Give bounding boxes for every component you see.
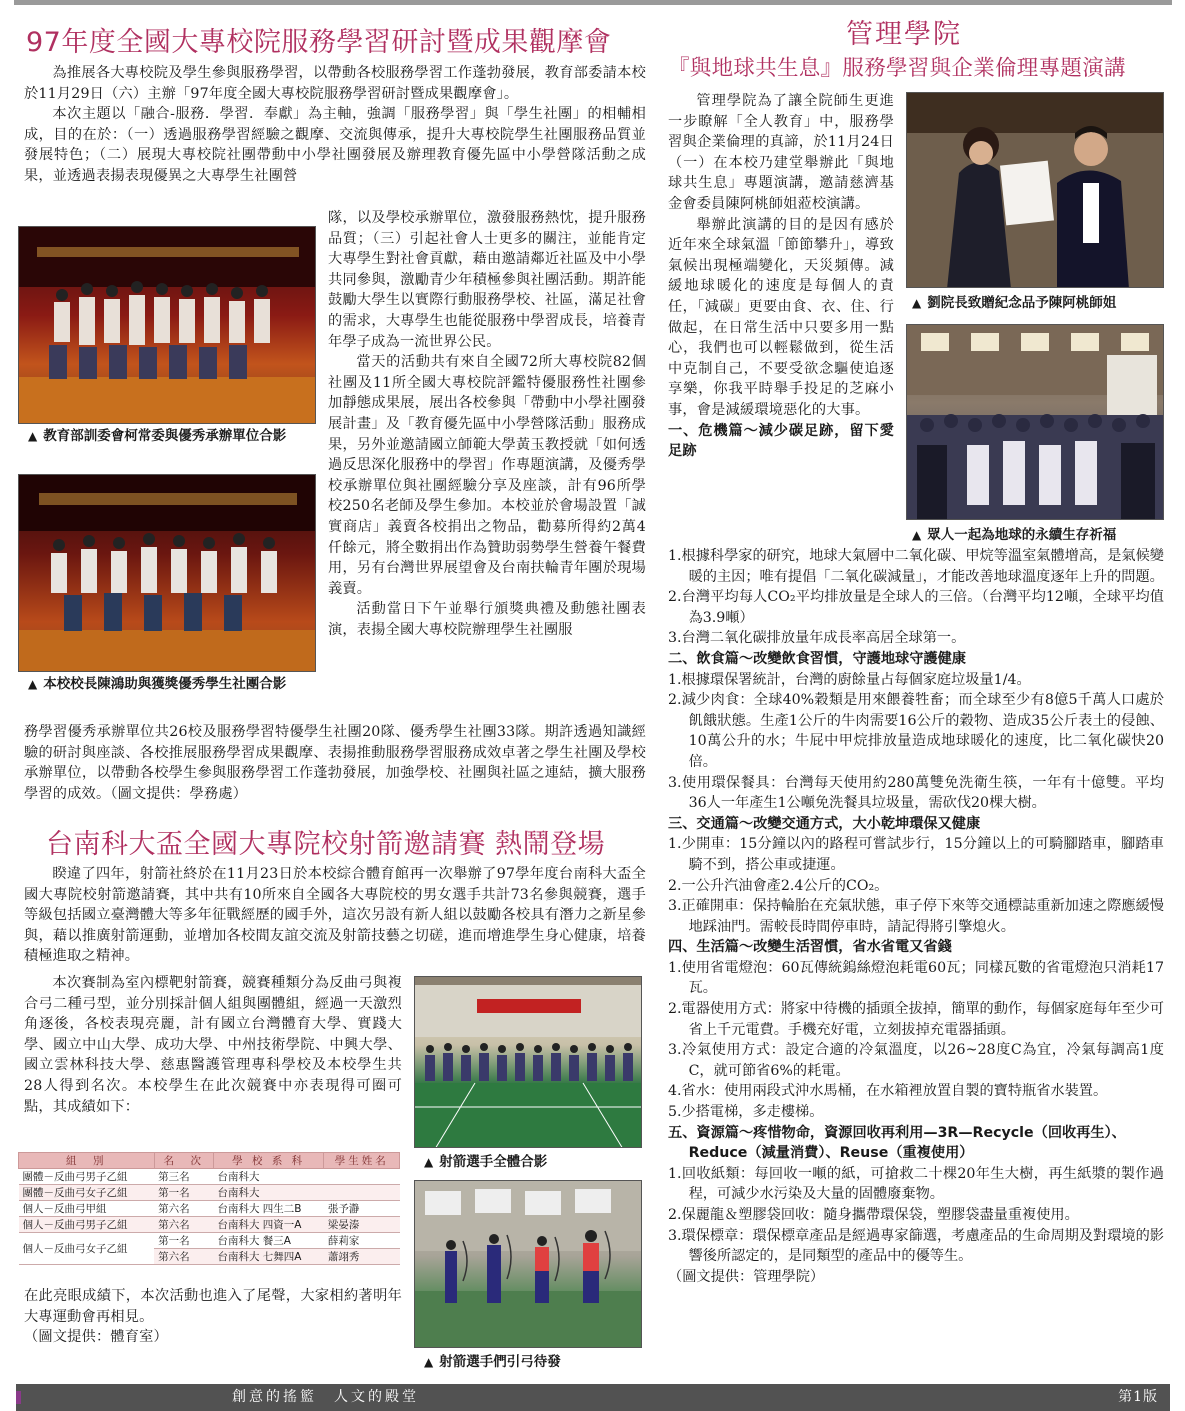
list-item: 2.一公升汽油會產2.4公斤的CO₂。 [668,877,889,894]
caption-photo-prayer [912,526,1170,545]
section-5-title: 五、資源篇～疼惜物命，資源回收再利用—3R—Recycle（回收再生）、Reduce（減量消費）、Reuse（重複使用） [668,1124,1126,1162]
triangle-icon: ▲ [912,296,922,310]
results-header-row [19,1153,400,1169]
cell-school: 台南科大 七舞四A [213,1249,323,1265]
cell-student: 蕭翊秀 [324,1249,400,1265]
cell-student [324,1169,400,1185]
col-header-group: 組 別 [19,1153,155,1169]
article3-title: 『與地球共生息』服務學習與企業倫理專題演講 [668,56,1126,81]
list-item: 2.保麗龍＆塑膠袋回收：隨身攜帶環保袋，塑膠袋盡量重複使用。 [668,1207,1079,1223]
article1-closing [24,722,646,804]
photo-gift-presentation [906,92,1164,288]
results-table [18,1152,400,1265]
cell-group: 團體－反曲弓男子乙組 [19,1169,155,1185]
list-item: 3.台灣二氧化碳排放量年成長率高居全球第一。 [668,630,966,647]
triangle-icon: ▲ [28,429,38,443]
footer-bar [16,1384,1170,1411]
col-header-student: 學生姓名 [324,1153,400,1169]
article1-side-column [328,208,646,640]
list-item: 5.少搭電梯，多走樓梯。 [668,1104,824,1121]
photo-archery-group [414,976,642,1148]
list-item: 2.減少肉食：全球40%穀類是用來餵養牲畜；而全球至少有8億5千萬人口處於飢餓狀態。生產1公斤的牛肉需要16公斤的穀物、造成35公斤表土的侵蝕、10萬公升的水；牛屁中甲烷排放量造成地球暖化的速度，比二氧化碳快20倍。 [668,692,1164,770]
article1-p2: 本次主題以「融合-服務．學習．奉獻」為主軸，強調「服務學習」與「學生社團」的相輔相成，目的在於：（一）透過服務學習經驗之觀摩、交流與傳承，提升大專校院學生社團服務品質並發展特色；（二）展現大專校院社團帶動中小學社團發展及辦理教育優先區中小學營隊活動之成果，並透過表揚表現優異之大專學生社團營 [24,106,646,184]
photo-award-group-1 [18,226,316,424]
list-item: 2.電器使用方式：將家中待機的插頭全拔掉，簡單的動作，每個家庭每年至少可省上千元電費。手機充好電，立刻拔掉充電器插頭。 [668,1001,1164,1038]
article1-title: 97年度全國大專校院服務學習研討暨成果觀摩會 [26,27,612,58]
list-item: 1.根據環保署統計，台灣的廚餘量占每個家庭垃圾量1/4。 [668,671,1031,688]
cell-group: 個人－反曲弓甲組 [19,1201,155,1217]
cell-school: 台南科大 四生二B [213,1201,323,1217]
cell-rank: 第六名 [154,1249,213,1265]
article3-credit: （圖文提供：管理學院） [668,1268,825,1285]
list-item: 1.回收紙類：每回收一噸的紙，可搶救二十棵20年生大樹，再生紙漿的製作過程，可減少水污染及大量的固體廢棄物。 [668,1165,1164,1203]
caption-2-text: 本校校長陳鴻助與獲獎優秀學生社團合影 [43,676,287,692]
col-header-school: 學 校 系 科 [213,1153,323,1169]
article2-p1: 睽違了四年，射箭社終於在11月23日於本校綜合體育館再一次舉辦了97學年度台南科大盃全國大專院校射箭邀請賽，其中共有10所來自全國各大專院校的男女選手共計73名參與競賽，選手等級包括國立臺灣體大等多年征戰經歷的國手外，這次另設有新人組以鼓勵各校具有潛力之新星參與，藉以推廣射箭運動，並增加各校間友誼交流及射箭技藝之切磋，進而增進學生身心健康，培養積極進取之精神。 [24,866,646,965]
article1-intro [24,63,646,187]
article2-title: 台南科大盃全國大專院校射箭邀請賽 熱鬧登場 [46,829,606,860]
table-row [19,1185,400,1201]
section-3-title: 三、交通篇～改變交通方式，大小乾坤環保又健康 [668,815,981,832]
section-1-title: 一、危機篇～減少碳足跡，留下愛足跡 [668,422,894,460]
caption-photo-1 [28,427,318,446]
article2-credit: （圖文提供：體育室） [24,1329,168,1346]
caption-photo-archery-2 [424,1353,644,1372]
section-2-title: 二、飲食篇～改變飲食習慣，守護地球守護健康 [668,650,966,667]
article2-intro [24,864,646,967]
caption-1-text: 教育部訓委會柯常委與優秀承辦單位合影 [43,428,287,444]
col-header-rank: 名 次 [154,1153,213,1169]
caption-photo-gift [912,294,1170,313]
cell-school: 台南科大 [213,1169,323,1185]
article1-p3: 當天的活動共有來自全國72所大專校院82個社團及11所全國大專校院評鑑特優服務性社團參加靜態成果展，展出各校參與「帶動中小學社團發展計畫」及「教育優先區中小學營隊活動」服務成果，另外並邀請國立師範大學黃玉教授就「如何透過反思深化服務中的學習」作專題演講，及優秀學校承辦單位與社團經驗分享及座談，計有96所學校250名老師及學生參加。本校並於會場設置「誠實商店」義賣各校捐出之物品，勸募所得約2萬4仟餘元，將全數捐出作為贊助弱勢學生營養午餐費用，另有台灣世界展望會及台南扶輪青年團於現場義賣。 [328,354,646,597]
caption-archery-1-text: 射箭選手全體合影 [439,1154,548,1170]
cell-group: 個人－反曲弓女子乙組 [19,1233,155,1265]
list-item: 3.環保標章：環保標章產品是經過專家篩選，考慮產品的生命周期及對環境的影響後所認定的，是同類型的產品中的優等生。 [668,1227,1164,1265]
cell-student: 梁晏溱 [324,1217,400,1233]
triangle-icon: ▲ [912,528,922,542]
college-heading: 管理學院 [846,19,962,50]
triangle-icon: ▲ [424,1155,434,1169]
photo-prayer-blessing [906,324,1164,520]
cell-student: 張予瀞 [324,1201,400,1217]
results-table-wrap [18,1152,400,1265]
table-row [19,1169,400,1185]
photo-archers-drawing [414,1180,642,1348]
top-rule [14,0,1172,5]
caption-photo-archery-1 [424,1153,644,1172]
article3-body [668,91,894,462]
caption-prayer-text: 眾人一起為地球的永續生存祈福 [927,527,1117,543]
article1-p4b: 務學習優秀承辦單位共26校及服務學習特優學生社團20隊、優秀學生社團33隊。期許透過知識經驗的研討與座談、各校推展服務學習成果觀摩、表揚推動服務學習服務成效卓著之學生社團及學校承辦單位，以帶動各校學生參與服務學習工作蓬勃發展，加強學校、社團與社區之連結，擴大服務學習的成效。（圖文提供：學務處） [24,724,646,802]
list-item: 3.冷氣使用方式：設定合適的冷氣溫度，以26~28度C為宜，冷氣每調高1度C，就可節省6%的耗電。 [668,1042,1164,1079]
cell-school: 台南科大 餐三A [213,1233,323,1249]
list-item: 1.少開車：15分鐘以內的路程可嘗試步行，15分鐘以上的可騎腳踏車，腳踏車騎不到，搭公車或捷運。 [668,836,1164,873]
table-row [19,1201,400,1217]
list-item: 3.正確開車：保持輪胎在充氣狀態，車子停下來等交通標誌重新加速之際應緩慢地踩油門。需較長時間停車時，請記得將引擎熄火。 [668,898,1164,935]
footer-slogan: 創意的搖籃 人文的殿堂 [232,1389,419,1405]
article2-p3: 在此亮眼成績下，本次活動也進入了尾聲，大家相約著明年大專運動會再相見。 [24,1288,402,1325]
cell-student: 薛莉家 [324,1233,400,1249]
article2-body [24,973,402,1117]
triangle-icon: ▲ [28,677,38,691]
cell-rank: 第六名 [154,1201,213,1217]
caption-photo-2 [28,675,318,694]
footer-accent [16,1391,21,1404]
cell-group: 團體－反曲弓女子乙組 [19,1185,155,1201]
list-item: 3.使用環保餐具：台灣每天使用約280萬雙免洗衛生筷，一年有十億雙。平均36人一年產生1公噸免洗餐具垃圾量，需砍伐20棵大樹。 [668,774,1164,812]
cell-rank: 第六名 [154,1217,213,1233]
article1-p2b: 隊，以及學校承辦單位，激發服務熱忱，提升服務品質；（三）引起社會人士更多的關注，並能肯定大專學生對社會貢獻，藉由邀請鄰近社區及中小學共同參與，激勵青少年積極參與社團活動。期許能鼓勵大學生以實際行動服務學校、社區，滿足社會的需求，大專學生也能從服務中學習成長，培養青年學子成為一流世界公民。 [328,210,646,350]
footer-page-number: 第1版 [1118,1389,1158,1405]
section-4-title: 四、生活篇～改變生活習慣，省水省電又省錢 [668,939,952,956]
list-item: 4.省水：使用兩段式沖水馬桶，在水箱裡放置自製的寶特瓶省水裝置。 [668,1083,1108,1100]
list-item: 1.使用省電燈泡：60瓦傳統鎢絲燈泡耗電60瓦；同樣瓦數的省電燈泡只消耗17瓦。 [668,959,1164,997]
article2-closing [24,1286,402,1348]
caption-archery-2-text: 射箭選手們引弓待發 [439,1354,561,1370]
article3-p2: 舉辦此演講的目的是因有感於近年來全球氣溫「節節攀升」，導致氣候出現極端變化，天災頻傳。減緩地球暖化的速度是每個人的責任，「減碳」更要由食、衣、住、行做起，在日常生活中只要多用一點心，我們也可以輕鬆做到，從生活中克制自己，不要受欲念驅使追逐享樂，你我平時舉手投足的芝麻小事，會是減緩環境惡化的大事。 [668,216,894,418]
list-item: 2.台灣平均每人CO₂平均排放量是全球人的三倍。（台灣平均12噸，全球平均值為3.9噸） [668,589,1164,626]
article1-p4a: 活動當日下午並舉行頒獎典禮及動態社團表演，表揚全國大專校院辦理學生社團服 [328,601,646,638]
cell-rank: 第一名 [154,1233,213,1249]
article3-list [668,546,1164,1287]
caption-gift-text: 劉院長致贈紀念品予陳阿桃師姐 [927,295,1117,311]
cell-group: 個人－反曲弓男子乙組 [19,1217,155,1233]
article3-p1: 管理學院為了讓全院師生更進一步瞭解「全人教育」中，服務學習與企業倫理的真諦，於11月24日（一）在本校乃建堂舉辦此「與地球共生息」專題演講，邀請慈濟基金會委員陳阿桃師姐蒞校演講。 [668,93,894,212]
cell-school: 台南科大 [213,1185,323,1201]
table-row [19,1217,400,1233]
article2-p2: 本次賽制為室內標靶射箭賽，競賽種類分為反曲弓與複合弓二種弓型，並分別採計個人組與團體組，經過一天激烈角逐後，各校表現亮麗，計有國立台灣體育大學、實踐大學、國立中山大學、成功大學、中州技術學院、中興大學、國立雲林科技大學、慈惠醫護管理專科學校及本校學生共28人得到名次。本校學生在此次競賽中亦表現得可圈可點，其成績如下： [24,975,402,1115]
table-row [19,1233,400,1249]
article1-p1: 為推展各大專校院及學生參與服務學習，以帶動各校服務學習工作蓬勃發展，教育部委請本校於11月29日（六）主辦「97年度全國大專校院服務學習研討暨成果觀摩會」。 [24,65,646,102]
cell-student [324,1185,400,1201]
cell-rank: 第三名 [154,1169,213,1185]
list-item: 1.根據科學家的研究，地球大氣層中二氧化碳、甲烷等溫室氣體增高，是氣候變暖的主因；唯有提倡「二氧化碳減量」，才能改善地球溫度逐年上升的問題。 [668,548,1164,585]
triangle-icon: ▲ [424,1355,434,1369]
cell-school: 台南科大 四資一A [213,1217,323,1233]
photo-award-group-2 [18,474,316,672]
cell-rank: 第一名 [154,1185,213,1201]
